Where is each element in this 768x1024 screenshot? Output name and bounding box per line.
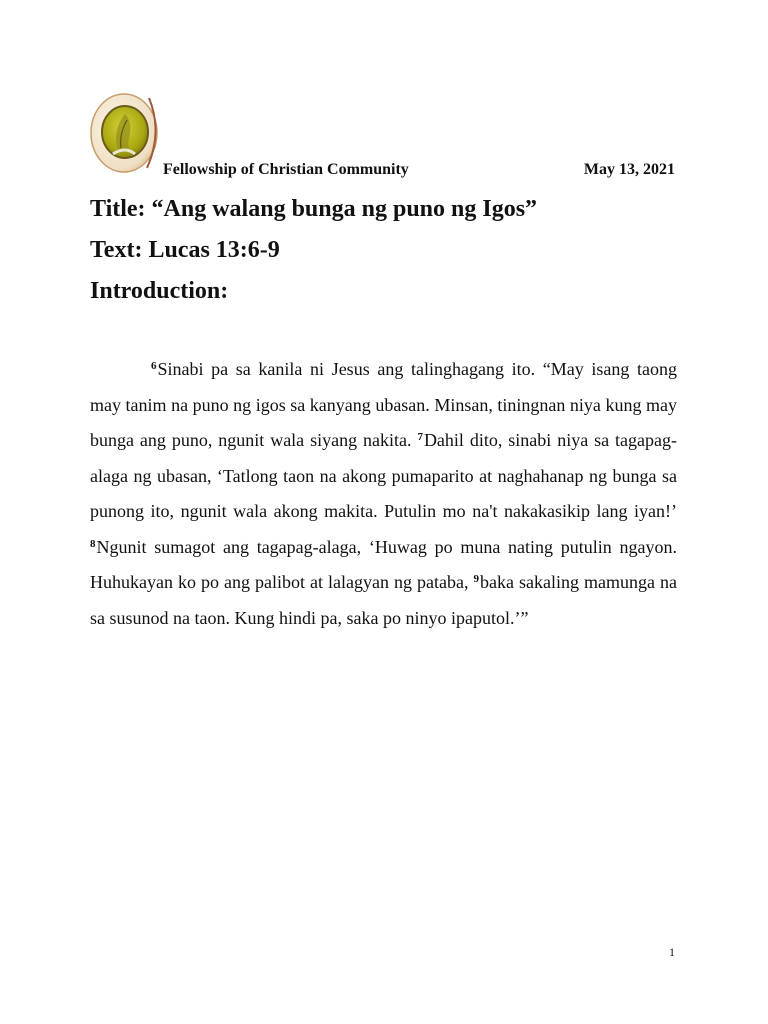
organization-logo [89,92,163,174]
sermon-title: Title: “Ang walang bunga ng puno ng Igos” [90,196,538,222]
scripture-reference: Text: Lucas 13:6-9 [90,237,280,263]
verse-text: Sinabi pa sa kanila ni Jesus ang talinghagang ito. “May isang taong may tanim na puno ng igos sa kanyang ubasan. Minsan, tiningnan niya kung may bunga ang puno, ngunit wala siyang nakita. [90,359,677,450]
verse-number: 7 [417,431,423,443]
verse-number: 9 [473,573,480,585]
scripture-passage [90,352,677,636]
verse-text: baka sakaling mamunga na sa susunod na taon. Kung hindi pa, saka po ninyo ipaputol.’” [90,572,678,628]
organization-name: Fellowship of Christian Community [163,161,409,178]
verse-text: Dahil dito, sinabi niya sa tagapag-alaga ng ubasan, ‘Tatlong taon na akong pumaparito at naghahanap ng bunga sa punong ito, ngunit wala akong makita. Putulin mo na't nakakasikip lang iyan!’ [90,430,678,521]
verse-number: 8 [90,537,96,550]
document-date: May 13, 2021 [583,161,675,178]
page-number: 1 [669,945,675,959]
introduction-heading: Introduction: [90,278,229,304]
verse-number: 6 [151,360,157,372]
verse-text: Ngunit sumagot ang tagapag-alaga, ‘Huwag po muna nating putulin ngayon. Huhukayan ko po ang palibot at lalagyan ng pataba, [90,536,677,592]
praying-hands-emblem-icon [89,92,163,174]
